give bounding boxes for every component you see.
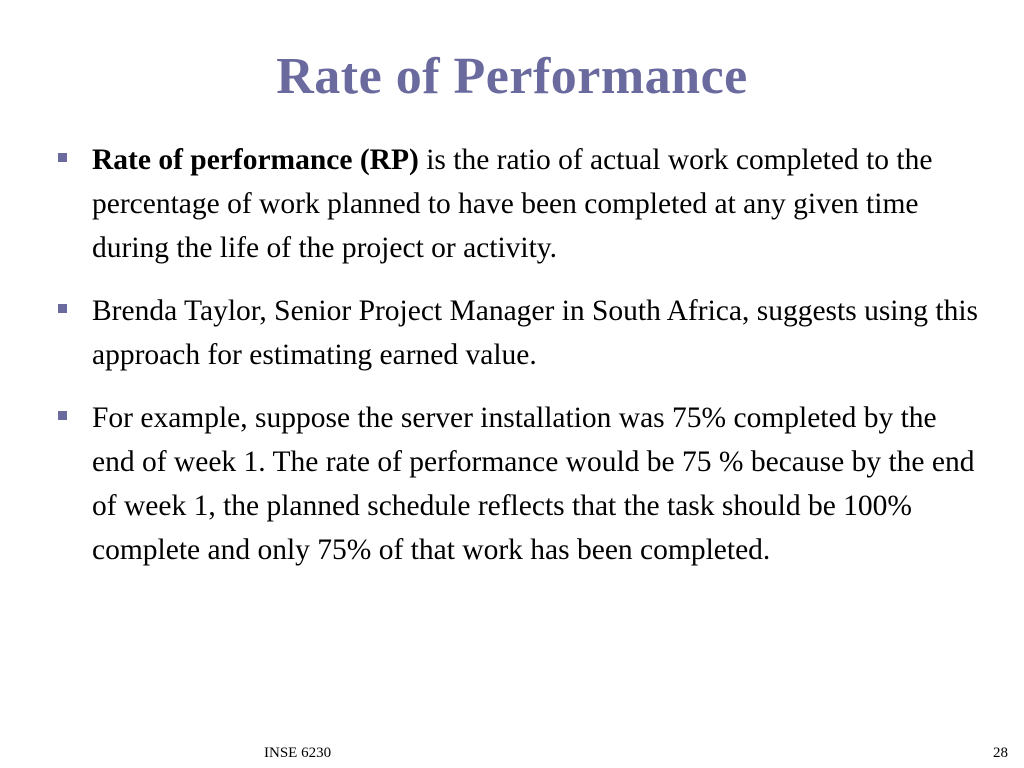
square-bullet-icon bbox=[58, 153, 67, 162]
bullet-item-attribution bbox=[56, 289, 986, 377]
footer-course-code: INSE 6230 bbox=[264, 745, 332, 761]
footer-page-number: 28 bbox=[993, 745, 1008, 761]
square-bullet-icon bbox=[58, 304, 67, 313]
bullet-item-example bbox=[56, 396, 986, 572]
slide-title: Rate of Performance bbox=[276, 48, 748, 105]
square-bullet-icon bbox=[58, 411, 67, 420]
example-text: For example, suppose the server installation was 75% completed by the end of week 1. The rate of performance would be 75 % because by the end of week 1, the planned schedule reflects that the task should be 100% complete and only 75% of that work has been completed. bbox=[92, 402, 975, 566]
bullet-item-definition bbox=[56, 138, 986, 270]
term-rate-of-performance: Rate of performance (RP) bbox=[92, 144, 419, 176]
definition-text: is the ratio of actual work completed to the percentage of work planned to have been completed at any given time during the life of the project or activity. bbox=[92, 144, 933, 264]
attribution-text: Brenda Taylor, Senior Project Manager in South Africa, suggests using this approach for estimating earned value. bbox=[92, 295, 978, 371]
bullet-list bbox=[56, 138, 986, 591]
